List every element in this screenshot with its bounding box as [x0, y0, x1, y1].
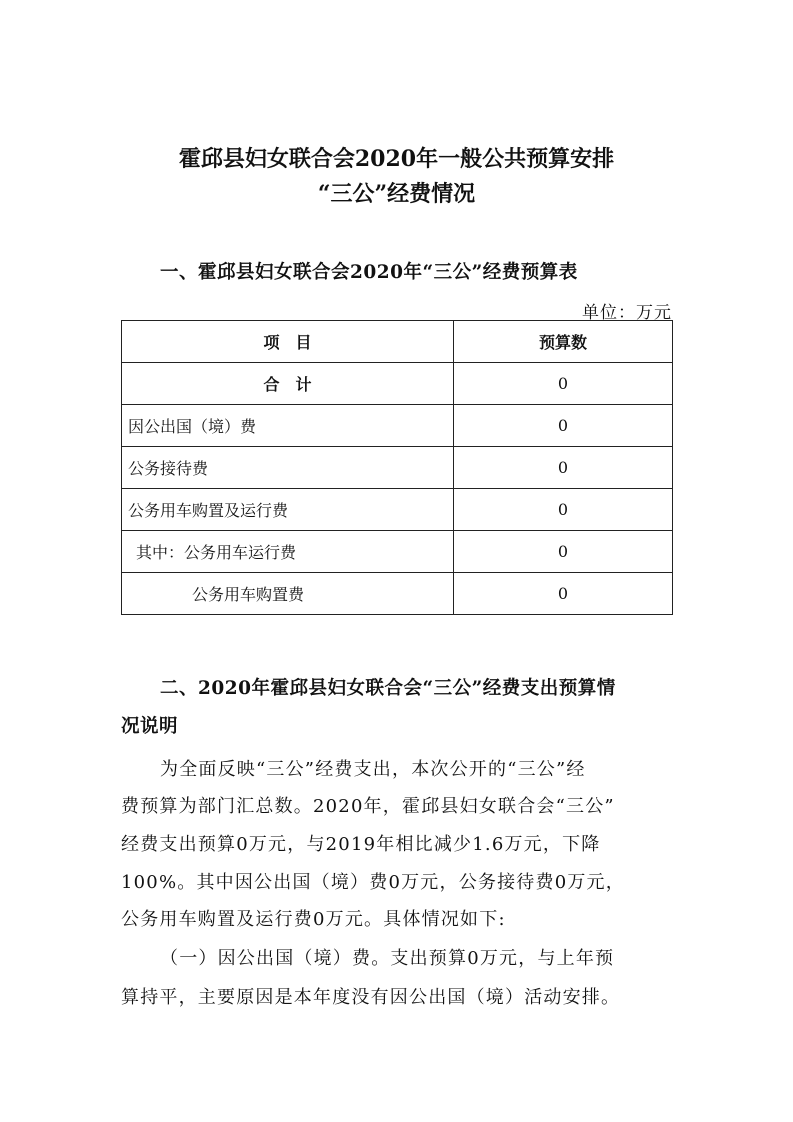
document-title-line-2: “三公”经费情况: [317, 181, 476, 207]
paragraph-line: （一）因公出国（境）费。支出预算0万元，与上年预: [160, 948, 615, 969]
table-row: [122, 531, 673, 573]
header-budget: 预算数: [454, 321, 673, 363]
table-row: [122, 363, 673, 405]
table-row: [122, 405, 673, 447]
header-item: 项 目: [122, 321, 454, 363]
row-item: 因公出国（境）费: [122, 405, 454, 447]
row-value: 0: [454, 531, 673, 573]
row-item: 合 计: [122, 363, 454, 405]
paragraph-line: 经费支出预算0万元，与2019年相比减少1.6万元，下降: [121, 834, 601, 855]
row-item: 其中：公务用车运行费: [122, 531, 454, 573]
paragraph-line: 为全面反映“三公”经费支出，本次公开的“三公”经: [160, 759, 586, 780]
row-value: 0: [454, 363, 673, 405]
section1-heading: 一、霍邱县妇女联合会2020年“三公”经费预算表: [160, 262, 578, 283]
table-row: [122, 447, 673, 489]
row-value: 0: [454, 447, 673, 489]
document-title-line-1: 霍邱县妇女联合会2020年一般公共预算安排: [178, 146, 615, 172]
paragraph-line: 费预算为部门汇总数。2020年，霍邱县妇女联合会“三公”: [121, 796, 615, 817]
row-item: 公务接待费: [122, 447, 454, 489]
row-value: 0: [454, 405, 673, 447]
row-item: 公务用车购置及运行费: [122, 489, 454, 531]
section2-heading-line-2: 况说明: [121, 716, 179, 737]
paragraph-line: 算持平，主要原因是本年度没有因公出国（境）活动安排。: [121, 987, 621, 1008]
table-row: [122, 489, 673, 531]
paragraph-line: 100%。其中因公出国（境）费0万元，公务接待费0万元，: [121, 872, 625, 893]
budget-table: [121, 320, 673, 615]
row-value: 0: [454, 489, 673, 531]
row-item: 公务用车购置费: [122, 573, 454, 615]
section2-heading-line-1: 二、2020年霍邱县妇女联合会“三公”经费支出预算情: [160, 678, 616, 699]
unit-label: 单位：万元: [582, 303, 672, 323]
paragraph-line: 公务用车购置及运行费0万元。具体情况如下:: [121, 909, 506, 930]
row-value: 0: [454, 573, 673, 615]
table-header-row: [122, 321, 673, 363]
table-row: [122, 573, 673, 615]
